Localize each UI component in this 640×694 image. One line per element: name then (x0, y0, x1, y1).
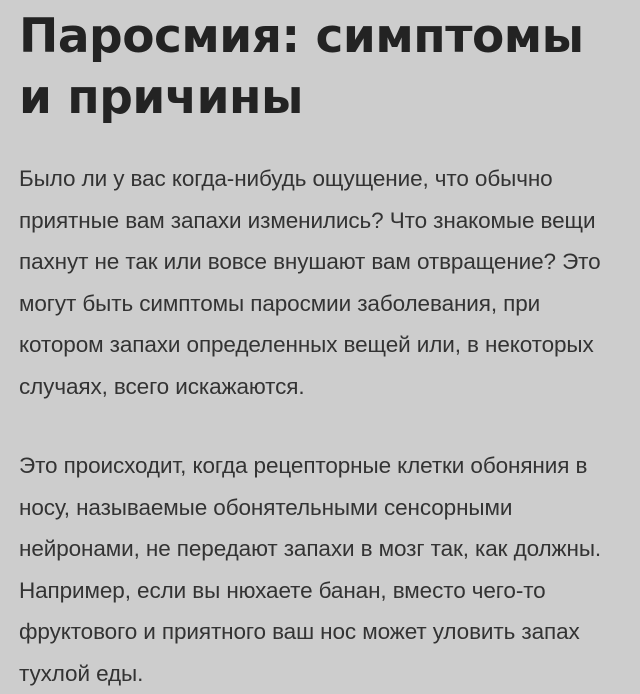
page-title: Паросмия: симптомы и причины (19, 9, 584, 125)
article-paragraph-2: Это происходит, когда рецепторные клетки обоняния в носу, называемые обонятельными сенсорными нейронами, не передают запахи в мозг так, как должны. Например, если вы нюхаете банан, вместо чего-то фруктового и приятного ваш нос может уловить запах тухлой еды. (19, 453, 602, 686)
article-paragraph-1: Было ли у вас когда-нибудь ощущение, что обычно приятные вам запахи изменились? Что знакомые вещи пахнут не так или вовсе внушают вам отвращение? Это могут быть симптомы паросмии заболевания, при котором запахи определенных вещей или, в некоторых случаях, всего искажаются. (19, 166, 601, 399)
